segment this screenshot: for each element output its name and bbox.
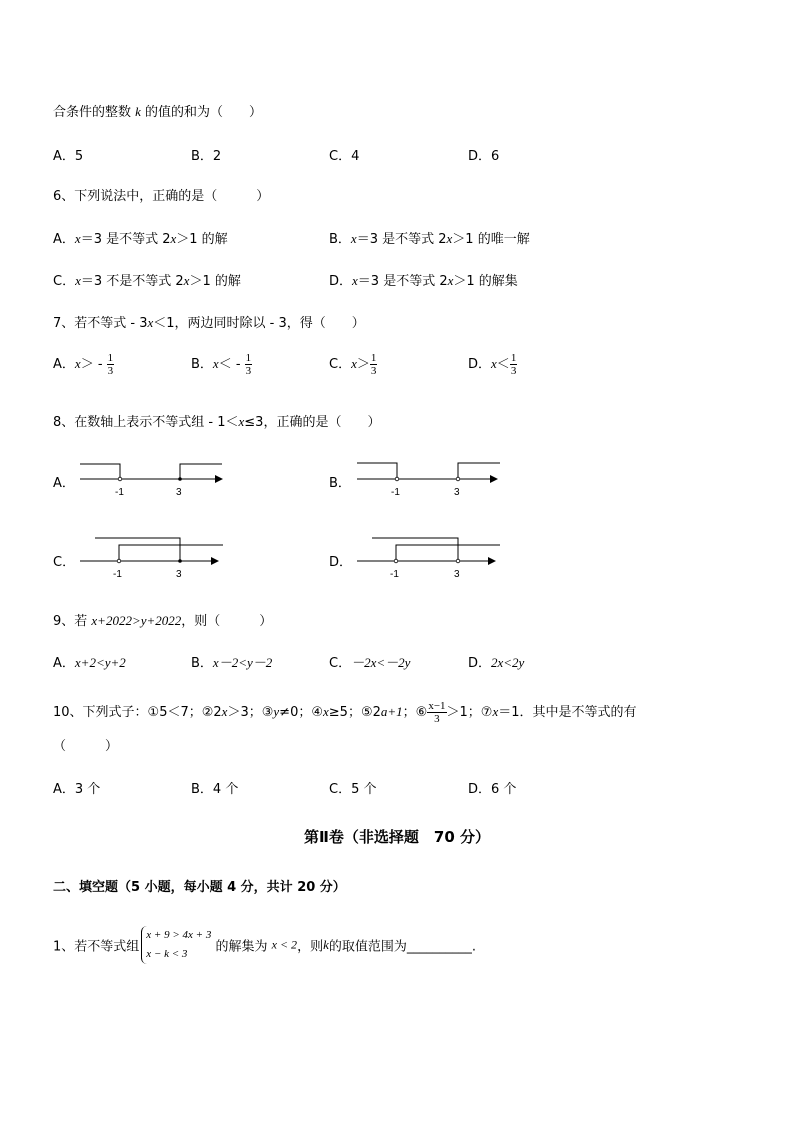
q8-stem: 8、在数轴上表示不等式组 - 1＜x≤3，正确的是（ ） bbox=[53, 414, 381, 430]
tick-label-3: 3 bbox=[176, 569, 182, 580]
tick-label-3: 3 bbox=[454, 569, 460, 580]
tick-label-neg1: -1 bbox=[113, 569, 122, 580]
q5-option-c: C．4 bbox=[329, 149, 360, 164]
q6-option-d: D．x＝3 是不等式 2x＞1 的解集 bbox=[329, 273, 518, 289]
section2-heading: 二、填空题（5 小题，每小题 4 分，共计 20 分） bbox=[53, 880, 346, 895]
q7-option-d: D．x＜ $\frac{1}{3}$ bbox=[468, 352, 517, 377]
fill-q1: 1、若不等式组 x + 9 > 4x + 3 x − k < 3 的解集为 x < 2，则k的取值范围为__________. bbox=[53, 926, 476, 964]
q8-option-a-label: A． bbox=[53, 476, 75, 491]
q7-option-c: C．x＞ $\frac{1}{3}$ bbox=[329, 352, 377, 377]
q8-option-a-number-line bbox=[75, 455, 235, 500]
q9-option-c: C．－2x<－2y bbox=[329, 655, 411, 671]
q9-option-b: B．x－2<y－2 bbox=[191, 655, 273, 671]
q8-option-d-label: D． bbox=[329, 555, 353, 570]
tick-label-3: 3 bbox=[176, 487, 182, 498]
q5-option-a: A．5 bbox=[53, 149, 84, 164]
q8-option-b-label: B． bbox=[329, 476, 351, 491]
inequality-system: x + 9 > 4x + 3 x − k < 3 bbox=[141, 926, 211, 964]
q7-option-a: A．x＞ - $\frac{1}{3}$ bbox=[53, 352, 114, 377]
part2-title: 第Ⅱ卷（非选择题 70 分） bbox=[304, 828, 490, 846]
q10-stem: 10、下列式子：①5＜7；②2x＞3；③y≠0；④x≥5；⑤2a+1；⑥ $\frac{x-1}{3}$ ＞1；⑦x＝1．其中是不等式的有 bbox=[53, 700, 637, 725]
q6-option-a: A．x＝3 是不等式 2x＞1 的解 bbox=[53, 231, 228, 247]
tick-label-neg1: -1 bbox=[115, 487, 124, 498]
tick-label-neg1: -1 bbox=[391, 487, 400, 498]
q8-option-b-number-line bbox=[352, 455, 512, 500]
q5-option-d: D．6 bbox=[468, 149, 500, 164]
tick-label-neg1: -1 bbox=[390, 569, 399, 580]
tick-label-3: 3 bbox=[454, 487, 460, 498]
q10-option-b: B．4 个 bbox=[191, 782, 239, 797]
q5-option-b: B．2 bbox=[191, 149, 222, 164]
q5-stem-tail: 合条件的整数 k 的值的和为（ ） bbox=[53, 104, 263, 120]
q10-answer-paren: （ ） bbox=[53, 739, 119, 754]
q6-option-b: B．x＝3 是不等式 2x＞1 的唯一解 bbox=[329, 231, 530, 247]
q10-option-c: C．5 个 bbox=[329, 782, 377, 797]
q10-option-a: A．3 个 bbox=[53, 782, 101, 797]
q7-stem: 7、若不等式 - 3x＜1，两边同时除以 - 3，得（ ） bbox=[53, 315, 365, 331]
q9-option-a: A．x+2<y+2 bbox=[53, 655, 126, 671]
q8-option-d-number-line bbox=[352, 530, 512, 580]
q9-option-d: D．2x<2y bbox=[468, 655, 525, 671]
q8-option-c-number-line bbox=[75, 530, 235, 580]
q6-stem: 6、下列说法中，正确的是（ ） bbox=[53, 189, 270, 204]
q7-option-b: B．x＜ - $\frac{1}{3}$ bbox=[191, 352, 252, 377]
q6-option-c: C．x＝3 不是不等式 2x＞1 的解 bbox=[53, 273, 241, 289]
q9-stem: 9、若 x+2022>y+2022，则（ ） bbox=[53, 613, 273, 629]
q10-option-d: D．6 个 bbox=[468, 782, 517, 797]
q8-option-c-label: C． bbox=[53, 555, 76, 570]
